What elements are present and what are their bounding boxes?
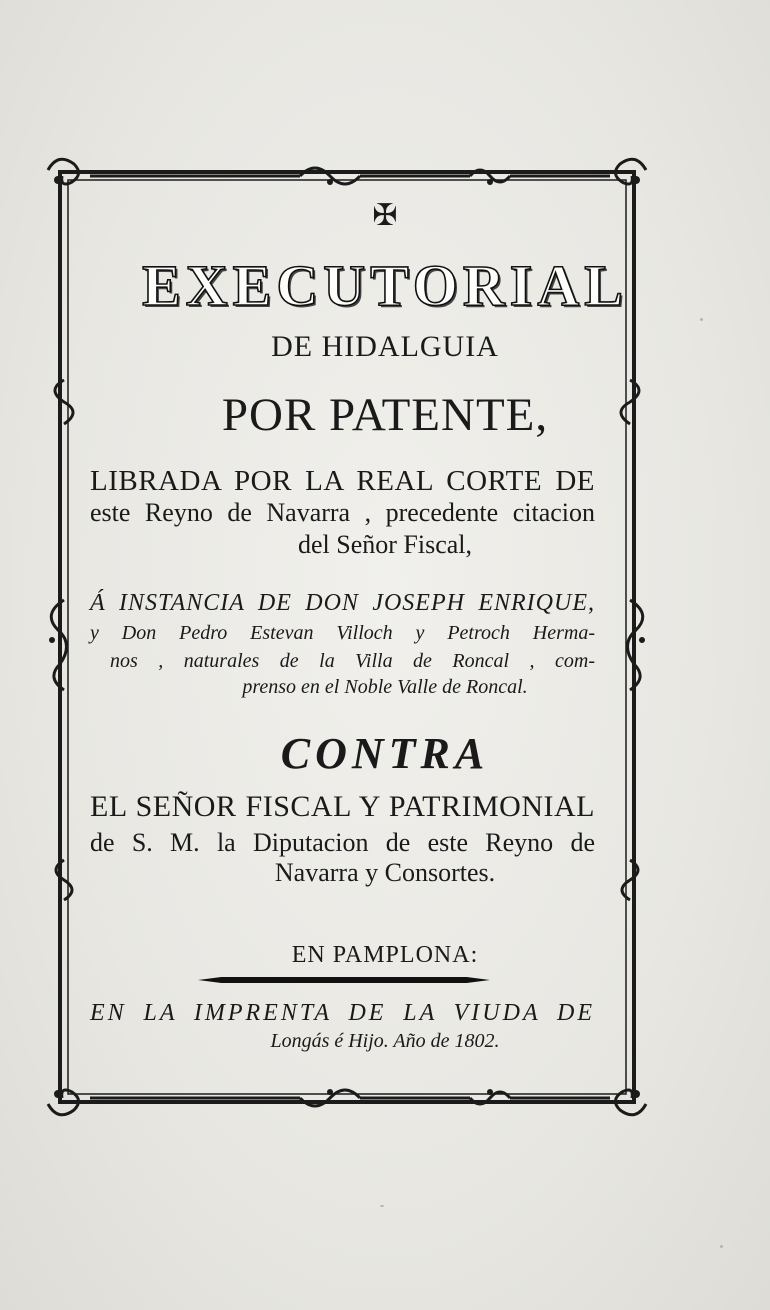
issued-by-line-3: del Señor Fiscal, xyxy=(297,530,473,559)
petitioners-line-3: nos , naturales de la Villa de Roncal , com- xyxy=(110,650,595,672)
paper-speck xyxy=(720,1245,723,1248)
subtitle-hidalguia: DE HIDALGUIA xyxy=(271,330,499,363)
defendants-line-2: de S. M. la Diputacion de este Reyno de xyxy=(90,828,595,857)
petitioners-line-2: y Don Pedro Estevan Villoch y Petroch Herma- xyxy=(90,622,595,644)
issued-by-line-1: LIBRADA POR LA REAL CORTE DE xyxy=(90,465,595,497)
subtitle-patente: POR PATENTE, xyxy=(221,389,549,441)
imprint-line-2: Longás é Hijo. Año de 1802. xyxy=(270,1030,500,1052)
petitioners-line-4: prenso en el Noble Valle de Roncal. xyxy=(242,676,528,698)
cross-icon: ✠ xyxy=(372,199,398,232)
divider-rule xyxy=(198,977,490,983)
defendants-line-1: EL SEÑOR FISCAL Y PATRIMONIAL xyxy=(90,790,595,823)
page-title: EXECUTORIAL xyxy=(142,253,628,318)
issued-by-line-2: este Reyno de Navarra , precedente citacion xyxy=(90,498,595,527)
imprint-city: EN PAMPLONA: xyxy=(291,942,479,968)
paper-speck xyxy=(380,1205,384,1207)
against-label: CONTRA xyxy=(280,729,490,778)
imprint-line-1: EN LA IMPRENTA DE LA VIUDA DE xyxy=(90,1000,595,1026)
paper-speck xyxy=(700,318,703,321)
petitioners-line-1: Á INSTANCIA DE DON JOSEPH ENRIQUE, xyxy=(90,590,595,616)
defendants-line-3: Navarra y Consortes. xyxy=(274,858,496,887)
